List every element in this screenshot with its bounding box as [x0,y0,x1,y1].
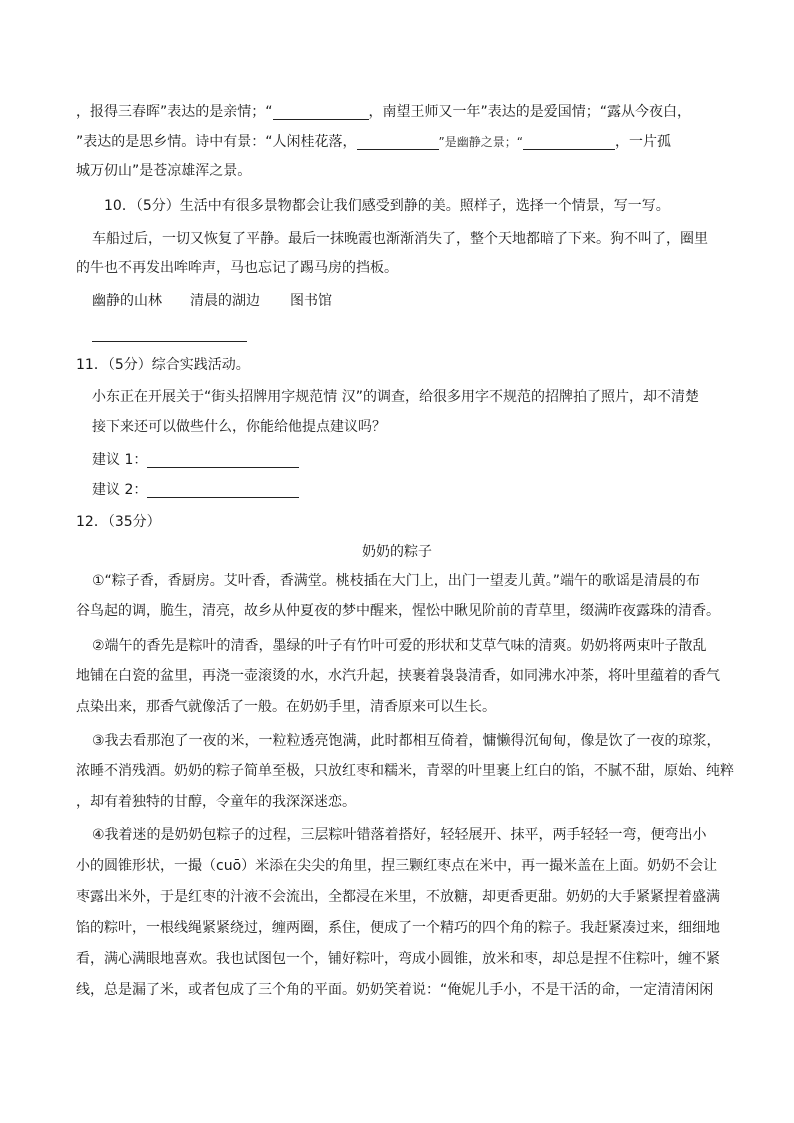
option-morning-lake[interactable]: 清晨的湖边 [190,293,260,309]
q9-text: ，南望王师又一年”表达的是爱国情；“露从今夜白， [368,104,692,120]
paragraph-4-line-2: 小的圆锥形状，一撮（cuō）米添在尖尖的角里，捏三颗红枣点在米中，再一撮米盖在上面。奶奶不会让 [76,858,718,874]
q9-line-1 [76,102,734,122]
q11-heading: 11．（5分）综合实践活动。 [76,357,250,373]
paragraph-4-line-6: 线，总是漏了米，或者包成了三个角的平面。奶奶笑着说：“俺妮儿手小，不是干活的命，一定清清闲闲 [76,982,714,998]
q9-line-2 [76,132,734,152]
paragraph-4-line-3: 枣露出米外，于是红枣的汁液不会流出，全都浸在米里，不放糖，却更香更甜。奶奶的大手紧紧捏着盛满 [76,889,720,905]
paragraph-1-line-1: ①“粽子香，香厨房。艾叶香，香满堂。桃枝插在大门上，出门一望麦儿黄。”端午的歌谣是清晨的布 [92,573,701,589]
paragraph-3-line-1: ③我去看那泡了一夜的米，一粒粒透亮饱满，此时都相互倚着，慵懒得沉甸甸，像是饮了一夜的琼浆， [92,733,721,749]
q9-text: 城万仞山”是苍凉雄浑之景。 [76,163,252,179]
paragraph-1-line-2: 谷鸟起的调，脆生，清亮，故乡从仲夏夜的梦中醒来，惺忪中瞅见阶前的青草里，缀满昨夜露珠的清香。 [76,603,720,619]
suggestion-2-label: 建议 2： [92,482,148,498]
paragraph-2-line-3: 点染出来，那香气就像活了一般。在奶奶手里，清香原来可以生长。 [76,699,496,715]
option-library[interactable]: 图书馆 [290,293,332,309]
paragraph-4-line-1: ④我着迷的是奶奶包粽子的过程，三层粽叶错落着搭好，轻轻展开、抹平，两手轻轻一弯，便弯出小 [92,827,707,843]
q10-answer-line[interactable] [92,340,247,342]
paragraph-2-line-1: ②端午的香先是粽叶的清香，墨绿的叶子有竹叶可爱的形状和艾草气味的清爽。奶奶将两束叶子散乱 [92,638,707,654]
q11-body-line-2: 接下来还可以做些什么，你能给他提点建议吗？ [92,419,386,435]
q11-suggestion-1 [92,450,734,470]
q9-blank-3[interactable] [523,133,615,150]
q9-blank-1[interactable] [273,103,369,120]
suggestion-1-blank[interactable] [147,451,299,468]
suggestion-2-blank[interactable] [147,481,299,498]
q10-options [92,291,734,311]
q9-blank-2[interactable] [357,133,439,150]
q11-body-line-1: 小东正在开展关于“街头招牌用字规范情 汉”的调查，给很多用字不规范的招牌拍了照片，却不清楚 [92,389,699,405]
option-mountain-forest[interactable]: 幽静的山林 [92,293,162,309]
suggestion-1-label: 建议 1： [92,452,148,468]
article-title: 奶奶的粽子 [362,544,432,560]
paragraph-3-line-3: ，却有着独特的甘醇，令童年的我深深迷恋。 [76,794,356,810]
paragraph-2-line-2: 地铺在白瓷的盆里，再浇一壶滚烫的水，水汽升起，挟裹着袅袅清香，如同沸水冲茶，将叶里蕴着的香气 [76,668,720,684]
paragraph-3-line-2: 浓睡不消残酒。奶奶的粽子简单至极，只放红枣和糯米，青翠的叶里裹上红白的馅，不腻不甜，原始、纯粹 [76,763,734,779]
q9-text: ，报得三春晖”表达的是亲情；“ [76,104,273,120]
q11-suggestion-2 [92,480,734,500]
q10-example-line-1: 车船过后，一切又恢复了平静。最后一抹晚霞也渐渐消失了，整个天地都暗了下来。狗不叫了，圈里 [92,231,708,247]
paragraph-4-line-5: 看，满心满眼地喜欢。我也试图包一个，铺好粽叶，弯成小圆锥，放米和枣，却总是捏不住粽叶，缠不紧 [76,951,720,967]
q10-example-line-2: 的牛也不再发出哞哞声，马也忘记了踢马房的挡板。 [76,260,398,276]
q10-heading: 10．（5分）生活中有很多景物都会让我们感受到静的美。照样子，选择一个情景，写一写。 [104,198,670,214]
q9-text: ”是幽静之景；“ [438,135,523,149]
paragraph-4-line-4: 馅的粽叶，一根线绳紧紧绕过，缠两圈，系住，便成了一个精巧的四个角的粽子。我赶紧凑过来，细细地 [76,920,720,936]
q9-text: ”表达的是思乡情。诗中有景：“人闲桂花落， [76,134,357,150]
q12-heading: 12．（35分） [76,514,161,530]
q9-text: ，一片孤 [614,134,671,150]
q9-line-3 [76,161,734,181]
